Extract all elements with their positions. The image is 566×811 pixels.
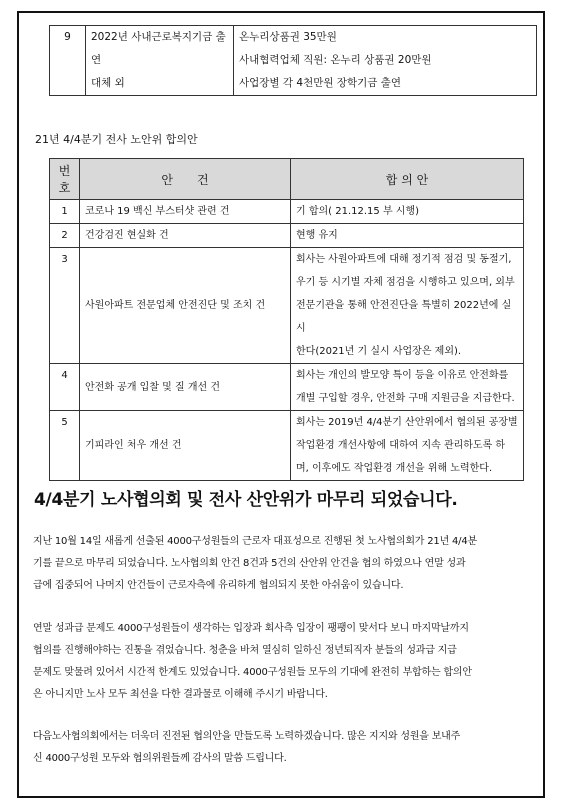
result-cell: 회사는 사원아파트에 대해 정기적 점검 및 동절기, 우기 등 시기별 자체 점검을 시행하고 있으며, 외부 전문기관을 통해 안전진단을 특별히 2022년에 실시 한다(2021년 기 실시 사업장은 제외). xyxy=(291,248,524,364)
result-cell: 현행 유지 xyxy=(291,224,524,248)
agenda-line: 대체 외 xyxy=(91,77,125,89)
result-line: 온누리상품권 35만원 xyxy=(239,31,337,43)
paragraph: 연말 성과급 문제도 4000구성원들이 생각하는 입장과 회사측 입장이 팽팽이 맞서다 보니 마지막날까지 협의를 진행해야하는 진통을 겪었습니다. 청춘을 바쳐 열심히 일하신 정년퇴직자 분들의 성과급 지급 문제도 맞물려 있어서 시간적 한계도 있었습니다. 4000구성원들 모두의 기대에 완전히 부합하는 합의안 은 아니지만 노사 모두 최선을 다한 결과물로 이해해 주시기 바랍니다. xyxy=(33,623,472,700)
table-row xyxy=(50,224,524,248)
result-cell: 회사는 2019년 4/4분기 산안위에서 협의된 공장별 작업환경 개선사항에 대하여 지속 관리하도록 하 며, 이후에도 작업환경 개선을 위해 노력한다. xyxy=(291,411,524,481)
header-result: 합 의 안 xyxy=(291,159,524,200)
row-number: 4 xyxy=(50,364,80,411)
article-heading: 4/4분기 노사협의회 및 전사 산안위가 마무리 되었습니다. xyxy=(34,490,458,510)
table-row xyxy=(50,364,524,411)
agenda-cell: 사원아파트 전문업체 안전진단 및 조치 건 xyxy=(80,248,291,364)
result-cell: 회사는 개인의 발모양 특이 등을 이유로 안전화를 개별 구입할 경우, 안전화 구매 지원금을 지급한다. xyxy=(291,364,524,411)
header-number: 번 호 xyxy=(50,159,80,200)
paragraph: 지난 10월 14일 새롭게 선출된 4000구성원들의 근로자 대표성으로 진행된 첫 노사협의회가 21년 4/4분 기를 끝으로 마무리 되었습니다. 노사협의회 안건 8건과 5건의 산안위 안건을 협의 하였으나 연말 성과 급에 집중되어 나머지 안건들이 근로자측에 유리하게 협의되지 못한 아쉬움이 있습니다. xyxy=(33,536,477,591)
agenda-cell: 건강검진 현실화 건 xyxy=(80,224,291,248)
document-page xyxy=(17,11,545,798)
agenda-line: 2022년 사내근로복지기금 출연 xyxy=(91,31,226,66)
row-number: 1 xyxy=(50,200,80,224)
table-header-row xyxy=(50,159,524,200)
table-row xyxy=(50,411,524,481)
agenda-cell: 기피라인 처우 개선 건 xyxy=(80,411,291,481)
agenda-cell: 안전화 공개 입찰 및 질 개선 건 xyxy=(80,364,291,411)
table-row xyxy=(50,248,524,364)
table-row xyxy=(50,200,524,224)
result-cell xyxy=(234,26,537,96)
header-agenda: 안 건 xyxy=(80,159,291,200)
table-row xyxy=(50,26,537,96)
result-cell: 기 합의( 21.12.15 부 시행) xyxy=(291,200,524,224)
result-line: 사내협력업체 직원: 온누리 상품권 20만원 xyxy=(239,54,432,66)
row-number: 9 xyxy=(50,26,86,96)
row-number: 5 xyxy=(50,411,80,481)
agreement-table xyxy=(49,158,524,481)
section-title: 21년 4/4분기 전사 노안위 합의안 xyxy=(35,133,198,146)
agenda-cell: 코로나 19 백신 부스터샷 관련 건 xyxy=(80,200,291,224)
paragraph: 다음노사협의회에서는 더욱더 진전된 협의안을 만들도록 노력하겠습니다. 많은 지지와 성원을 보내주 신 4000구성원 모두와 협의위원들께 감사의 말씀 드립니다. xyxy=(33,731,461,764)
row-number: 3 xyxy=(50,248,80,364)
agenda-cell xyxy=(86,26,234,96)
result-line: 사업장별 각 4천만원 장학기금 출연 xyxy=(239,77,402,89)
prior-agenda-table xyxy=(49,25,537,96)
row-number: 2 xyxy=(50,224,80,248)
